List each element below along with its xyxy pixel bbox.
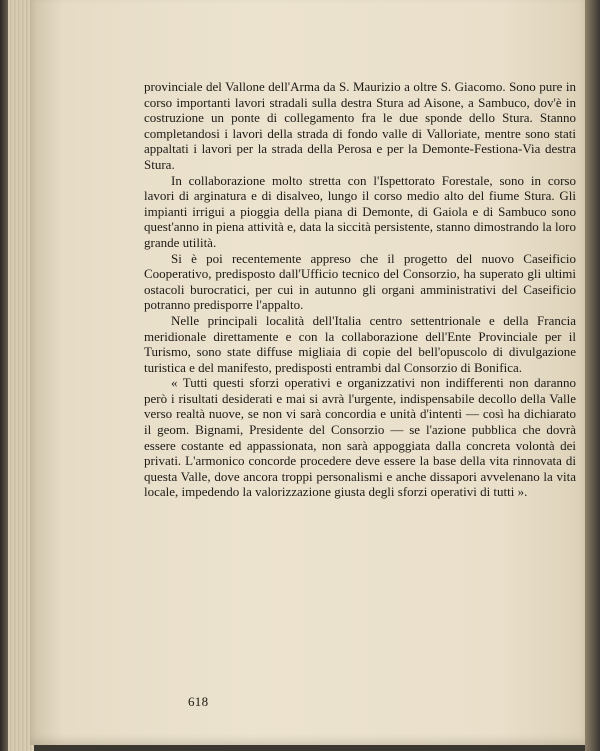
body-text <box>144 79 576 500</box>
paragraph-tourism: Nelle principali località dell'Italia centro settentrionale e della Francia meridionale direttamente e con la collaborazione dell'Ente Provinciale per il Turismo, sono state diffuse migliaia di copie del bell'opuscolo di divulgazione turistica e del manifesto, predisposti entrambi dal Consorzio di Bonifica. <box>144 312 576 375</box>
paragraph-roads: provinciale del Vallone dell'Arma da S. Maurizio a oltre S. Giacomo. Sono pure in corso importanti lavori stradali sulla destra Stura ad Aisone, a Sambuco, dov'è in costruzione un ponte di collegamento fra le due sponde dello Stura. Stanno completandosi i lavori della strada di fondo valle di Valloriate, mentre sono stati appaltati i lavori per la strada della Perosa e per la Demonte-Festiona-Via destra Stura. <box>144 79 576 172</box>
scan-shadow-right <box>585 0 600 751</box>
paragraph-quote: « Tutti questi sforzi operativi e organizzativi non indifferenti non daranno però i risultati desiderati e mai si avrà l'urgente, indispensabile decollo della Valle verso realtà nuove, se non vi sarà concordia e unità d'intenti — così ha dichiarato il geom. Bignami, Presidente del Consorzio — se l'azione pubblica che dovrà essere costante ed appassionata, non sarà appoggiata dalla concreta volontà dei privati. L'armonico concorde procedere deve essere la base della vita rinnovata di questa Valle, dove ancora troppi personalismi e anche dissapori avvelenano la vita locale, impedendo la valorizzazione giusta degli sforzi operativi di tutti ». <box>144 375 576 500</box>
paragraph-forestry: In collaborazione molto stretta con l'Ispettorato Forestale, sono in corso lavori di arginatura e di disalveo, lungo il corso medio alto del fiume Stura. Gli impianti irrigui a pioggia della piana di Demonte, di Gaiola e di Sambuco sono quest'anno in piena attività e, data la siccità persistente, stanno dimostrando la loro grande utilità. <box>144 172 576 250</box>
page-number: 618 <box>188 694 209 709</box>
paragraph-dairy: Si è poi recentemente appreso che il progetto del nuovo Caseificio Cooperativo, predisposto dall'Ufficio tecnico del Consorzio, ha superato gli ultimi ostacoli burocratici, per cui in autunno gli organi amministrativi del Caseificio potranno predisporre l'appalto. <box>144 250 576 313</box>
book-page <box>30 0 585 745</box>
